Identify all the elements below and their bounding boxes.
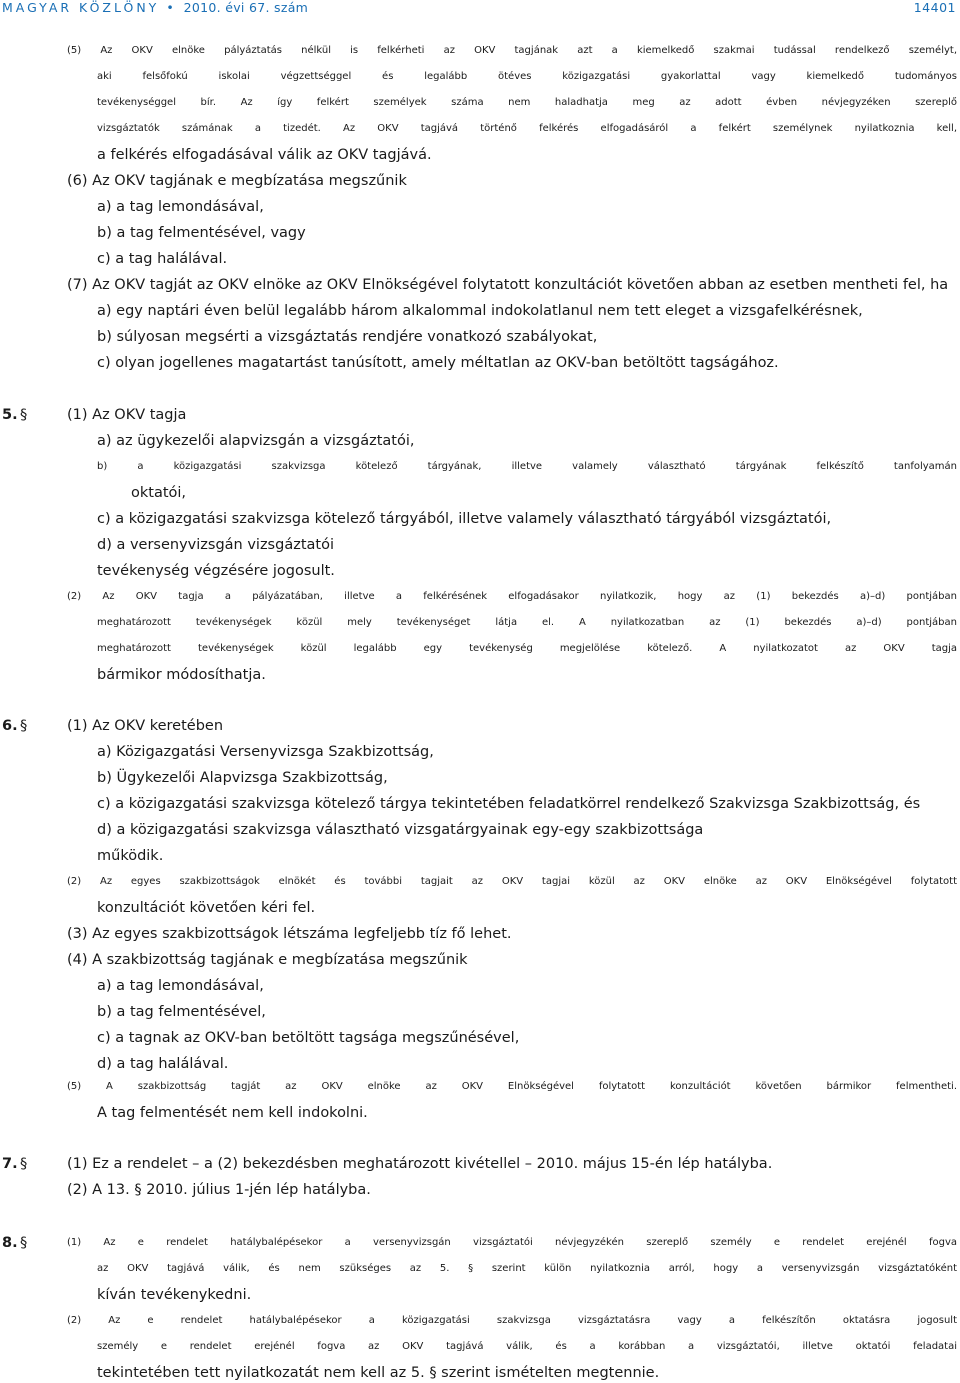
text-line: (2) Az OKV tagja a pályázatában, illetve a felkérésének elfogadásakor nyilatkozik, hogy az (1) bekezdés a)–d) pontjában — [67, 591, 957, 602]
list-item: b) a tag felmentésével, — [97, 1004, 266, 1020]
text-line: vizsgáztatók számának a tizedét. Az OKV tagjává történő felkérés elfogadásáról a felkért személynek nyilatkoznia kell, — [97, 123, 957, 134]
list-item: c) a közigazgatási szakvizsga kötelező tárgyából, illetve valamely választható tárgyából vizsgáztatói, — [97, 511, 832, 527]
list-item: a) a tag lemondásával, — [97, 978, 264, 994]
list-item: d) a tag halálával. — [97, 1056, 229, 1072]
text-line: meghatározott tevékenységek közül mely tevékenységet látja el. A nyilatkozatban az (1) bekezdés a)–d) pontjában — [97, 617, 957, 628]
list-item: c) olyan jogellenes magatartást tanúsított, amely méltatlan az OKV-ban betöltött tagságához. — [97, 355, 779, 371]
text-line: (4) A szakbizottság tagjának e megbízatása megszűnik — [67, 952, 468, 968]
section-number: 5. — [2, 407, 18, 423]
list-item: c) a közigazgatási szakvizsga kötelező tárgya tekintetében feladatkörrel rendelkező Szakvizsga Szakbizottság, és — [97, 796, 921, 812]
text-line: személy e rendelet erejénél fogva az OKV tagjává válik, és a korábban a vizsgáztatói, illetve oktatói feladatai — [97, 1341, 957, 1352]
list-item: d) a közigazgatási szakvizsga választható vizsgatárgyainak egy-egy szakbizottsága — [97, 822, 704, 838]
text-line: (2) A 13. § 2010. július 1-jén lép hatályba. — [67, 1182, 371, 1198]
section-number: 7. — [2, 1156, 18, 1172]
section-symbol: § — [20, 407, 28, 423]
text-line: aki felsőfokú iskolai végzettséggel és legalább ötéves közigazgatási gyakorlattal vagy kiemelkedő tudományos — [97, 71, 957, 82]
section-number: 8. — [2, 1235, 18, 1251]
list-item: c) a tag halálával. — [97, 251, 228, 267]
text-line: (3) Az egyes szakbizottságok létszáma legfeljebb tíz fő lehet. — [67, 926, 512, 942]
text-line: konzultációt követően kéri fel. — [97, 900, 316, 916]
section-symbol: § — [20, 1156, 28, 1172]
section-symbol: § — [20, 718, 28, 734]
text-line: bármikor módosíthatja. — [97, 667, 266, 683]
list-item: a) a tag lemondásával, — [97, 199, 264, 215]
list-item: b) Ügykezelői Alapvizsga Szakbizottság, — [97, 770, 388, 786]
list-item: a) Közigazgatási Versenyvizsga Szakbizottság, — [97, 744, 434, 760]
text-line: működik. — [97, 848, 164, 864]
text-line: oktatói, — [131, 485, 187, 501]
text-line: (2) Az egyes szakbizottságok elnökét és további tagjait az OKV tagjai közül az OKV elnöke az OKV Elnökségével folytatott — [67, 876, 957, 887]
text-line: tevékenység végzésére jogosult. — [97, 563, 335, 579]
list-item: d) a versenyvizsgán vizsgáztatói — [97, 537, 334, 553]
text-line: (1) Az e rendelet hatálybalépésekor a versenyvizsgán vizsgáztatói névjegyzékén szereplő személy e rendelet erejénél fogva — [67, 1237, 957, 1248]
running-header — [0, 0, 960, 16]
header-bullet: • — [166, 0, 177, 15]
text-line: (1) Ez a rendelet – a (2) bekezdésben meghatározott kivétellel – 2010. május 15-én lép hatályba. — [67, 1156, 773, 1172]
list-item: b) a tag felmentésével, vagy — [97, 225, 306, 241]
list-item: a) az ügykezelői alapvizsgán a vizsgáztatói, — [97, 433, 415, 449]
text-line: meghatározott tevékenységek közül legalább egy tevékenység megjelölése kötelező. A nyilatkozatot az OKV tagja — [97, 643, 957, 654]
text-line: az OKV tagjává válik, és nem szükséges az 5. § szerint külön nyilatkoznia arról, hogy a versenyvizsgán vizsgáztatóként — [97, 1263, 957, 1274]
header-publication — [2, 0, 308, 15]
text-line: (5) Az OKV elnöke pályáztatás nélkül is felkérheti az OKV tagjának azt a kiemelkedő szakmai tudással rendelkező személyt, — [67, 45, 957, 56]
text-line: tevékenységgel bír. Az így felkért személyek száma nem haladhatja meg az adott évben névjegyzéken szereplő — [97, 97, 957, 108]
text-line: a felkérés elfogadásával válik az OKV tagjává. — [97, 147, 432, 163]
section-symbol: § — [20, 1235, 28, 1251]
text-line: A tag felmentését nem kell indokolni. — [97, 1105, 368, 1121]
section-number: 6. — [2, 718, 18, 734]
header-issue: 2010. évi 67. szám — [183, 0, 309, 15]
list-item: a) egy naptári éven belül legalább három alkalommal indokolatlanul nem tett eleget a vizsgafelkérésnek, — [97, 303, 863, 319]
list-item: b) súlyosan megsérti a vizsgáztatás rendjére vonatkozó szabályokat, — [97, 329, 598, 345]
text-line: (6) Az OKV tagjának e megbízatása megszűnik — [67, 173, 407, 189]
text-line: (1) Az OKV tagja — [67, 407, 187, 423]
header-title: MAGYAR KÖZLÖNY — [2, 0, 160, 15]
list-item: c) a tagnak az OKV-ban betöltött tagsága megszűnésével, — [97, 1030, 520, 1046]
list-item: b) a közigazgatási szakvizsga kötelező tárgyának, illetve valamely választható tárgyának felkészítő tanfolyamán — [97, 461, 957, 472]
text-line: (2) Az e rendelet hatálybalépésekor a közigazgatási szakvizsga vizsgáztatásra vagy a felkészítőn oktatásra jogosult — [67, 1315, 957, 1326]
page-number: 14401 — [913, 0, 956, 15]
text-line: kíván tevékenykedni. — [97, 1287, 252, 1303]
text-line: (5) A szakbizottság tagját az OKV elnöke az OKV Elnökségével folytatott konzultációt követően bármikor felmentheti. — [67, 1081, 957, 1092]
text-line: (7) Az OKV tagját az OKV elnöke az OKV Elnökségével folytatott konzultációt követően abban az esetben mentheti fel, ha — [67, 277, 949, 293]
text-line: tekintetében tett nyilatkozatát nem kell az 5. § szerint ismételten megtennie. — [97, 1365, 660, 1381]
text-line: (1) Az OKV keretében — [67, 718, 224, 734]
